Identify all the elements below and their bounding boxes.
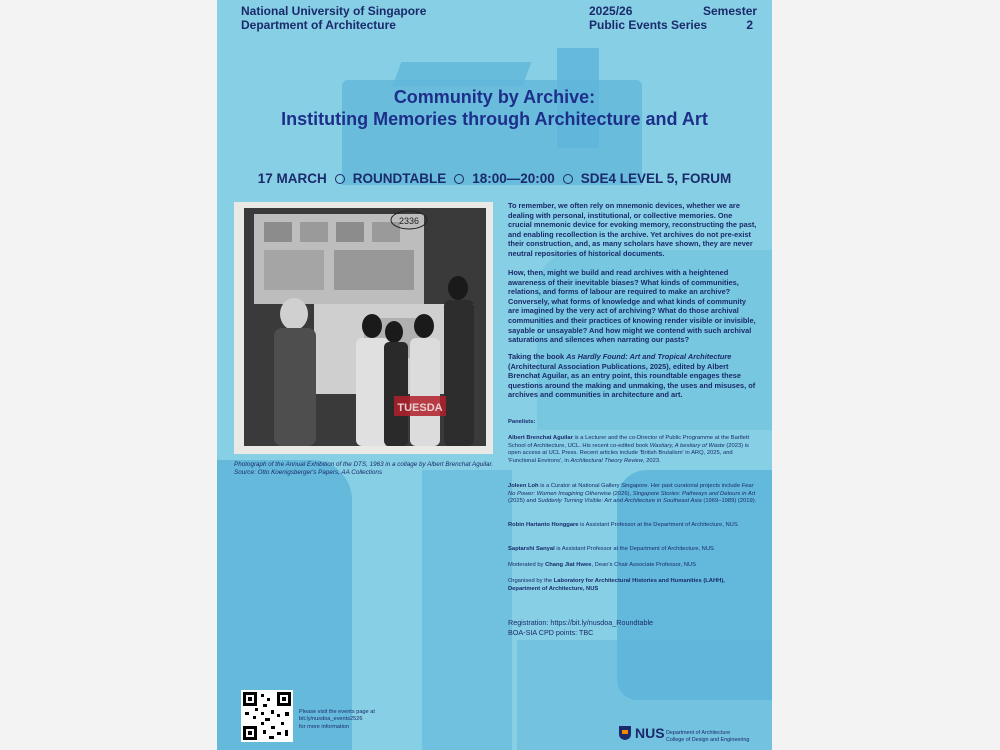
- event-date: 17 MARCH: [257, 171, 327, 186]
- moderator-name: Chang Jiat Hwee: [545, 562, 592, 568]
- circle-separator-icon: [454, 174, 464, 184]
- archive-photo-collage: [234, 202, 493, 454]
- registration-info: [508, 618, 758, 637]
- panelist-work: Singapore Stories: Pathways and Detours in Art: [632, 490, 756, 497]
- event-venue: SDE4 LEVEL 5, FORUM: [580, 171, 732, 186]
- panelist-name: Robin Hartanto Honggare: [508, 522, 579, 528]
- registration-link[interactable]: Registration: https://bit.ly/nusdoa_Roundtable: [508, 618, 654, 627]
- footer-department: [666, 730, 749, 744]
- header-series: [589, 4, 707, 32]
- title-line-2: Instituting Memories through Architecture and Art: [281, 109, 708, 129]
- footer-college-line: College of Design and Engineering: [666, 737, 750, 743]
- panelist-name: Joleen Loh: [508, 483, 539, 489]
- header-semester: [703, 4, 758, 32]
- nus-crest-icon: [618, 725, 632, 741]
- event-format: ROUNDTABLE: [352, 171, 447, 186]
- panelist-work: Suddenly Turning Visible: Art and Architecture in Southeast Asia: [537, 498, 702, 505]
- panelist-4: [508, 546, 758, 554]
- panelist-1: [508, 435, 758, 465]
- series-name: Public Events Series: [589, 18, 708, 32]
- body-p3-text: Taking the book: [508, 352, 567, 361]
- panelist-bio: is a Curator at National Gallery Singapore. Her past curatorial projects include: [538, 483, 742, 489]
- qr-instructions: [299, 709, 394, 731]
- university-name: National University of Singapore: [241, 4, 427, 18]
- archive-photo: [244, 208, 486, 446]
- bg-lower-mid: [422, 470, 512, 750]
- footer-dept-line: Department of Architecture: [666, 730, 731, 736]
- event-time: 18:00—20:00: [472, 171, 555, 186]
- panelist-name: Saptarshi Sanyal: [508, 546, 555, 552]
- panelist-work: Fear No Power: Women Imagining Otherwise: [508, 483, 754, 497]
- panelist-bio: (1969–1989) (2019).: [701, 498, 757, 505]
- organiser-text: Organised by the: [508, 578, 554, 584]
- organiser: [508, 578, 758, 593]
- photo-stamp: TUESDA: [397, 402, 443, 414]
- panelist-bio: (2025) and: [508, 498, 538, 505]
- poster: [217, 0, 772, 750]
- moderator-text: , Dean's Chair Associate Professor, NUS: [591, 562, 696, 568]
- semester-number: 2: [746, 18, 753, 32]
- body-paragraph-1: To remember, we often rely on mnemonic devices, whether we are dealing with personal, institutional, or collective memories. One crucial mnemonic device for evoking memory, reconstructing the past, and enabling recollection is the archive. Yet archives do not pre-exist their construction, and, as many scholars have shown, they are never neutral repositories of historical documents.: [508, 201, 757, 258]
- panelist-bio: , 2023.: [642, 457, 661, 464]
- photo-illustration: [244, 208, 486, 446]
- moderator-text: Moderated by: [508, 562, 546, 568]
- nus-wordmark: NUS: [635, 725, 665, 741]
- circle-separator-icon: [335, 174, 345, 184]
- panelist-bio: (2026),: [611, 490, 633, 497]
- event-title: [217, 86, 772, 130]
- book-title: As Hardly Found: Art and Tropical Architecture: [566, 352, 732, 361]
- panelist-3: [508, 522, 758, 530]
- moderator: [508, 562, 758, 570]
- title-line-1: Community by Archive:: [393, 87, 596, 107]
- academic-year: 2025/26: [589, 4, 633, 18]
- nus-logo: [618, 725, 665, 741]
- panelist-bio: is Assistant Professor at the Department of Architecture, NUS: [554, 546, 714, 552]
- body-paragraph-2: How, then, might we build and read archives with a heightened awareness of their inevitable biases? What kinds of communities, relations, and forms of labour are required to make an archive? Conversely, what forms of knowledge and what kinds of community are imagined by the very act of archiving? What do those archival communities and their practices of knowing render visible or invisible, sayable or unsayable? And how might we contend with such archival saturations and silences when narrating our pasts?: [508, 268, 756, 345]
- department-name: Department of Architecture: [241, 18, 396, 32]
- panelist-2: [508, 483, 758, 506]
- event-info-bar: [217, 171, 772, 186]
- panelists-heading: Panelists:: [508, 419, 536, 425]
- qr-code-icon: [241, 690, 293, 742]
- photo-caption: Photograph of the Annual Exhibition of the DTS, 1963 in a collage by Albert Brenchat Aguilar. Source: Otto Koenigsberger's Papers, AA Collections: [234, 461, 494, 476]
- qr-text-line: for more information: [299, 723, 350, 730]
- qr-code[interactable]: [241, 690, 293, 742]
- organiser-name: Laboratory for Architectural Histories and Humanities (LAHH), Department of Architecture, NUS: [508, 578, 725, 592]
- panelist-work: Architectural Theory Review: [570, 457, 643, 464]
- semester-label: Semester: [703, 4, 758, 18]
- body-paragraph-3: [508, 352, 758, 400]
- panelist-name: Albert Brenchat Aguilar: [508, 435, 573, 441]
- panelist-bio: (2023) is open access at UCL Press. Recent articles include 'British Brutalism' in ARQ, 2025, and 'Functional Environs', in: [508, 442, 749, 464]
- panelist-bio: is a Lecturer and the co-Director of Public Programme at the Bartlett School of Architecture, UCL. His recent co-edited book: [508, 435, 750, 449]
- qr-text-line: Please visit the events page at: [299, 709, 375, 715]
- photo-number-mark: 2336: [398, 216, 420, 226]
- panelist-work: Wastiary, A bestiary of Waste: [649, 442, 725, 449]
- circle-separator-icon: [563, 174, 573, 184]
- panelist-bio: is Assistant Professor at the Department of Architecture, NUS: [578, 522, 738, 528]
- header-institution: [241, 4, 426, 32]
- bg-model-roof: [393, 62, 532, 86]
- cpd-points: BOA-SIA CPD points: TBC: [508, 627, 594, 637]
- events-page-link[interactable]: bit.ly/nusdoa_events2526: [299, 716, 363, 723]
- body-p3-text: (Architectural Association Publications, 2025), edited by Albert Brenchat Aguilar, as an entry point, this roundtable engages these questions around the making and unmaking, the uses and misuses, of archives and communities in architecture and art.: [508, 361, 756, 400]
